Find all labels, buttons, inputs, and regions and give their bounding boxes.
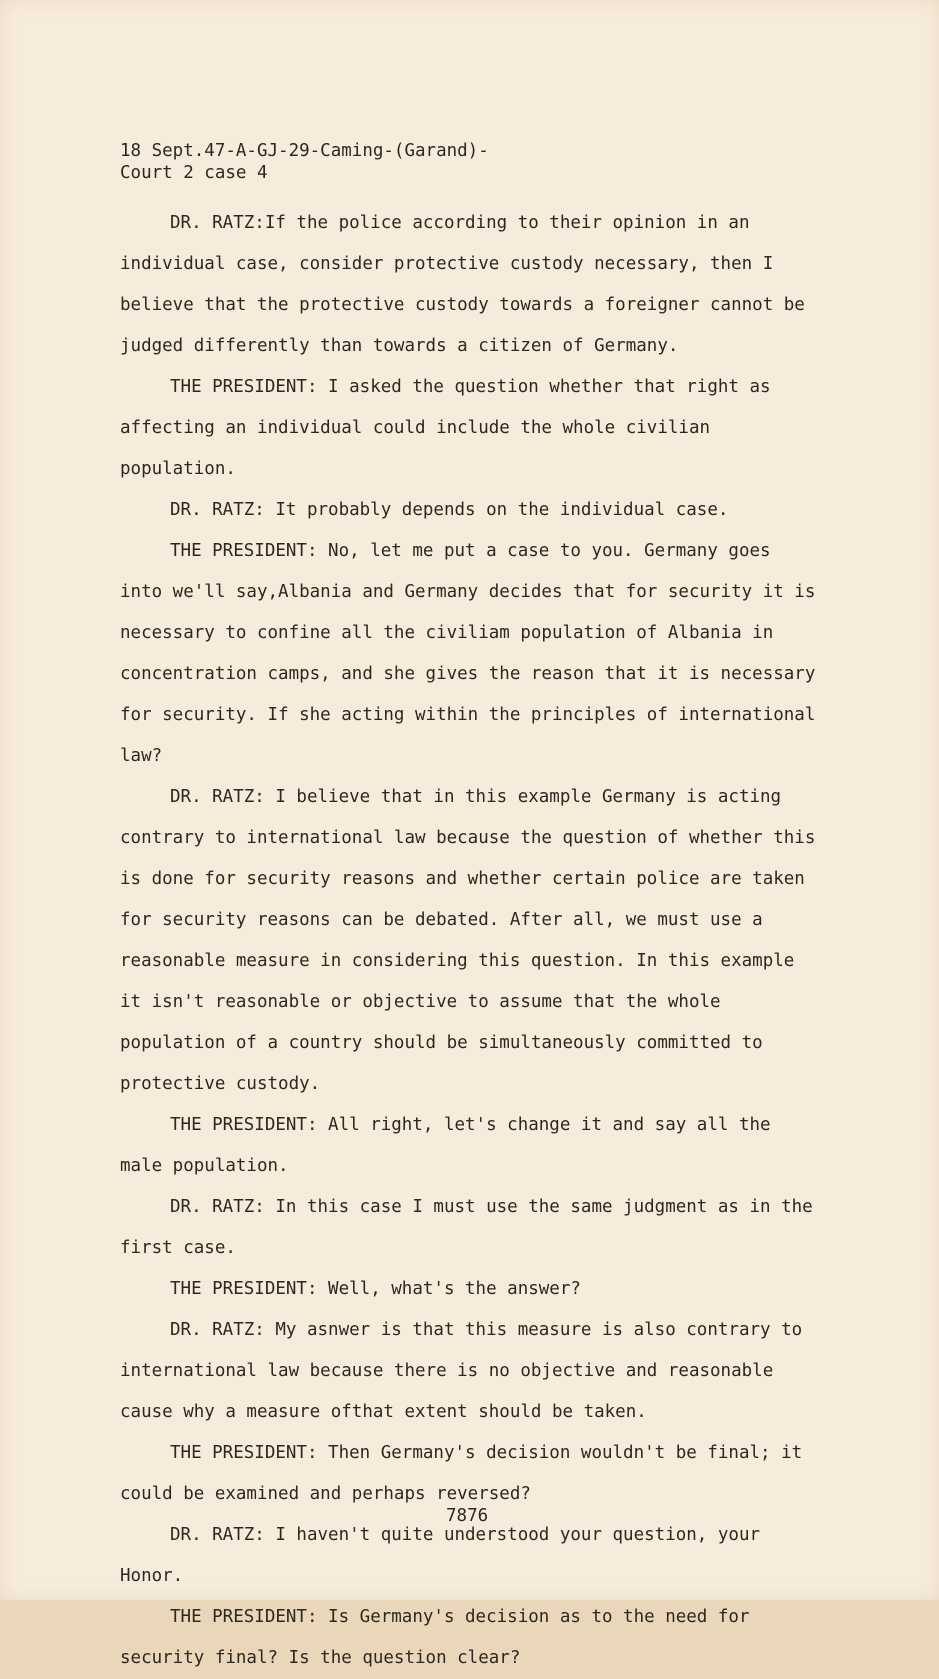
speaker-label: DR. RATZ: [170,1197,265,1217]
speaker-label: THE PRESIDENT: [170,1115,318,1135]
page-number: 7876 [446,1506,489,1526]
speaker-label: THE PRESIDENT: [170,541,318,561]
transcript-paragraph [120,1433,820,1515]
paragraph-text: I haven't quite understood your question, your Honor. [120,1525,761,1586]
page-content [120,140,820,1679]
speaker-label: DR. RATZ: [170,500,265,520]
paragraph-text: All right, let's change it and say all the male population. [120,1115,771,1176]
transcript-paragraph [120,1515,820,1597]
paragraph-text: Is Germany's decision as to the need for security final? Is the question clear? [120,1607,750,1668]
paragraph-text: In this case I must use the same judgment as in the first case. [120,1197,813,1258]
paragraph-text: No, let me put a case to you. Germany goes into we'll say,Albania and Germany decides that for security it is necessary to confine all the civiliam population of Albania in concentration camps, and she gives the reason that it is necessary for security. If she acting within the principles of international law? [120,541,816,766]
transcript-paragraph [120,367,820,490]
paragraph-text: Then Germany's decision wouldn't be final; it could be examined and perhaps reversed? [120,1443,803,1504]
speaker-label: THE PRESIDENT: [170,1279,318,1299]
transcript-paragraph [120,1105,820,1187]
transcript-paragraph [120,203,820,367]
paragraph-text: It probably depends on the individual case. [264,500,729,520]
paragraph-text: If the police according to their opinion in an individual case, consider protective custody necessary, then I believe that the protective custody towards a foreigner cannot be judged differently than towards a citizen of Germany. [120,213,805,356]
transcript-paragraph [120,1597,820,1679]
speaker-label: DR. RATZ: [170,1525,265,1545]
paragraph-text: Well, what's the answer? [317,1279,581,1299]
document-header-line-2: Court 2 case 4 [120,163,268,183]
transcript-paragraph [120,531,820,777]
transcript-paragraph [120,777,820,1105]
transcript-paragraph [120,1187,820,1269]
transcript-paragraph [120,1310,820,1433]
transcript-body [120,203,820,1679]
document-header-line-1: 18 Sept.47-A-GJ-29-Caming-(Garand)- [120,141,489,161]
paragraph-text: I believe that in this example Germany is acting contrary to international law because the question of whether this is done for security reasons and whether certain police are taken for security reasons can be debated. After all, we must use a reasonable measure in considering this question. In this example it isn't reasonable or objective to assume that the whole population of a country should be simultaneously committed to protective custody. [120,787,816,1094]
speaker-label: DR. RATZ: [170,1320,265,1340]
speaker-label: DR. RATZ: [170,213,265,233]
speaker-label: THE PRESIDENT: [170,1607,318,1627]
transcript-paragraph [120,1269,820,1310]
transcript-paragraph [120,490,820,531]
speaker-label: THE PRESIDENT: [170,1443,318,1463]
speaker-label: THE PRESIDENT: [170,377,318,397]
paragraph-text: I asked the question whether that right as affecting an individual could include the whole civilian population. [120,377,771,479]
paragraph-text: My asnwer is that this measure is also contrary to international law because there is no objective and reasonable cause why a measure ofthat extent should be taken. [120,1320,803,1422]
speaker-label: DR. RATZ: [170,787,265,807]
